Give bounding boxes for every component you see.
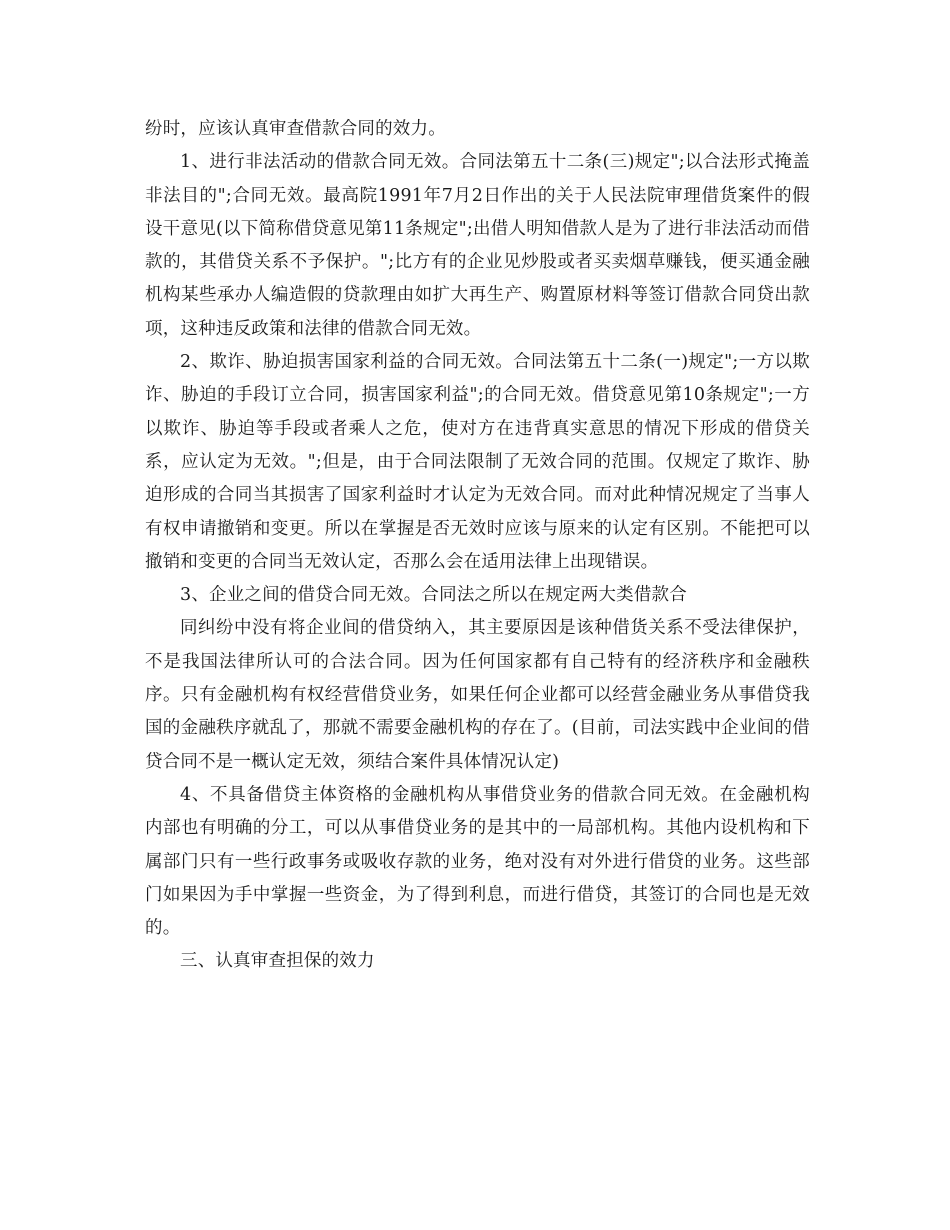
paragraph-item-1: 1、进行非法活动的借款合同无效。合同法第五十二条(三)规定";以合法形式掩盖非法目的";合同无效。最高院1991年7月2日作出的关于人民法院审理借货案件的假设干意见(以下简称借贷意见第11条规定";出借人明知借款人是为了进行非法活动而借款的，其借贷关系不予保护。";比方有的企业见炒股或者买卖烟草赚钱，便买通金融机构某些承办人编造假的贷款理由如扩大再生产、购置原材料等签订借款合同贷出款项，这种违反政策和法律的借款合同无效。 xyxy=(145,152,810,339)
paragraph-item-4: 4、不具备借贷主体资格的金融机构从事借贷业务的借款合同无效。在金融机构内部也有明确的分工，可以从事借贷业务的是其中的一局部机构。其他内设机构和下属部门只有一些行政事务或吸收存款的业务，绝对没有对外进行借贷的业务。这些部门如果因为手中掌握一些资金，为了得到利息，而进行借贷，其签订的合同也是无效的。 xyxy=(145,784,810,939)
paragraph-item-2: 2、欺诈、胁迫损害国家利益的合同无效。合同法第五十二条(一)规定";一方以欺诈、胁迫的手段订立合同，损害国家利益";的合同无效。借贷意见第10条规定";一方以欺诈、胁迫等手段或者乘人之危，使对方在违背真实意思的情况下形成的借贷关系，应认定为无效。";但是，由于合同法限制了无效合同的范围。仅规定了欺诈、胁迫形成的合同当其损害了国家利益时才认定为无效合同。而对此种情况规定了当事人有权申请撤销和变更。所以在掌握是否无效时应该与原来的认定有区别。不能把可以撤销和变更的合同当无效认定，否那么会在适用法律上出现错误。 xyxy=(145,352,810,572)
document-page xyxy=(145,113,810,979)
section-heading-3: 三、认真审查担保的效力 xyxy=(180,951,375,972)
paragraph-continuation: 纷时，应该认真审查借款合同的效力。 xyxy=(145,119,446,139)
paragraph-item-3: 3、企业之间的借贷合同无效。合同法之所以在规定两大类借款合 xyxy=(180,585,687,606)
paragraph-item-3-continued: 同纠纷中没有将企业间的借贷纳入，其主要原因是该种借货关系不受法律保护，不是我国法律所认可的合法合同。因为任何国家都有自己特有的经济秩序和金融秩序。只有金融机构有权经营借贷业务，如果任何企业都可以经营金融业务从事借贷我国的金融秩序就乱了，那就不需要金融机构的存在了。(目前，司法实践中企业间的借贷合同不是一概认定无效，须结合案件具体情况认定) xyxy=(145,618,810,772)
